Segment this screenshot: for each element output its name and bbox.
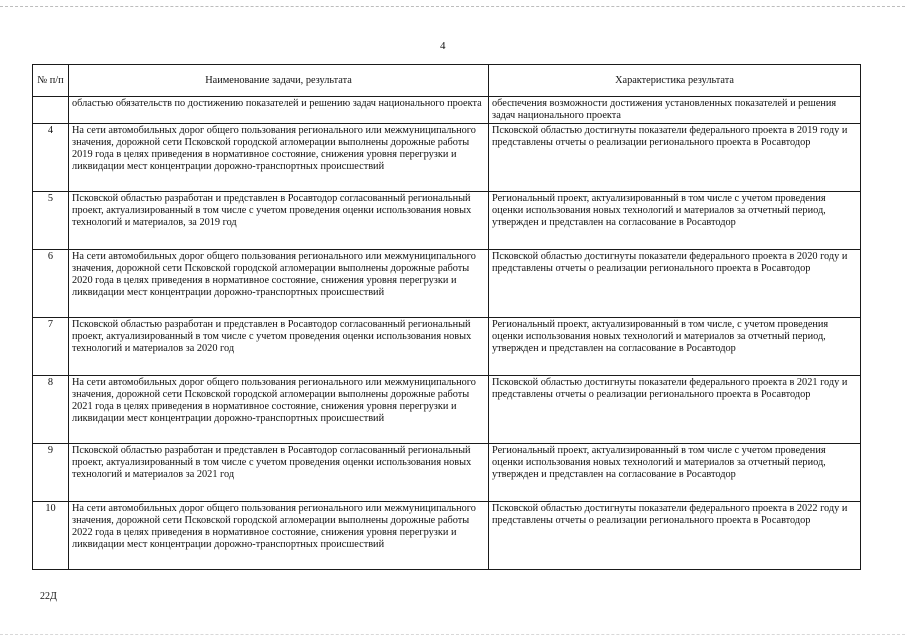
table-row: [33, 192, 861, 250]
row-characteristic: обеспечения возможности достижения установленных показателей и решения задач национального проекта: [489, 97, 861, 124]
row-characteristic: Региональный проект, актуализированный в том числе с учетом проведения оценки использования новых технологий и материалов за отчетный период, утвержден и представлен на согласование в Росавтодор: [489, 192, 861, 250]
row-characteristic: Псковской областью достигнуты показатели федерального проекта в 2021 году и представлены отчеты о реализации регионального проекта в Росавтодор: [489, 376, 861, 444]
row-number: 10: [33, 502, 69, 570]
row-characteristic: Региональный проект, актуализированный в том числе с учетом проведения оценки использования новых технологий и материалов за отчетный период, утвержден и представлен на согласование в Росавтодор: [489, 444, 861, 502]
header-task: Наименование задачи, результата: [69, 65, 489, 97]
row-task: На сети автомобильных дорог общего пользования регионального или межмуниципального значения, дорожной сети Псковской городской агломерации выполнены дорожные работы 2022 года в целях приведения в нормативное состояние, снижения уровня перегрузки и ликвидации мест концентрации дорожно-транспортных происшествий: [69, 502, 489, 570]
document-code: 22Д: [40, 591, 57, 602]
row-task: областью обязательств по достижению показателей и решению задач национального проекта: [69, 97, 489, 124]
row-task: Псковской областью разработан и представлен в Росавтодор согласованный региональный проект, актуализированный в том числе с учетом проведения оценки использования новых технологий и материалов за 2020 год: [69, 318, 489, 376]
table-row: [33, 318, 861, 376]
results-table: [32, 64, 861, 570]
row-characteristic: Региональный проект, актуализированный в том числе, с учетом проведения оценки использования новых технологий и материалов за отчетный период, утвержден и представлен на согласование в Росавтодор: [489, 318, 861, 376]
table-row: [33, 124, 861, 192]
bottom-scan-border: [0, 634, 905, 635]
row-number: 8: [33, 376, 69, 444]
table-row: [33, 97, 861, 124]
row-task: На сети автомобильных дорог общего пользования регионального или межмуниципального значения, дорожной сети Псковской городской агломерации выполнены дорожные работы 2021 года в целях приведения в нормативное состояние, снижения уровня перегрузки и ликвидации мест концентрации дорожно-транспортных происшествий: [69, 376, 489, 444]
row-characteristic: Псковской областью достигнуты показатели федерального проекта в 2022 году и представлены отчеты о реализации регионального проекта в Росавтодор: [489, 502, 861, 570]
row-number: 9: [33, 444, 69, 502]
table-row: [33, 376, 861, 444]
row-number: [33, 97, 69, 124]
table-row: [33, 444, 861, 502]
row-characteristic: Псковской областью достигнуты показатели федерального проекта в 2020 году и представлены отчеты о реализации регионального проекта в Росавтодор: [489, 250, 861, 318]
top-scan-border: [0, 6, 905, 7]
table-header-row: [33, 65, 861, 97]
row-task: Псковской областью разработан и представлен в Росавтодор согласованный региональный проект, актуализированный в том числе с учетом проведения оценки использования новых технологий и материалов, за 2019 год: [69, 192, 489, 250]
header-characteristic: Характеристика результата: [489, 65, 861, 97]
table-row: [33, 502, 861, 570]
page-number: 4: [440, 40, 446, 52]
row-task: На сети автомобильных дорог общего пользования регионального или межмуниципального значения, дорожной сети Псковской городской агломерации выполнены дорожные работы 2019 года в целях приведения в нормативное состояние, снижения уровня перегрузки и ликвидации мест концентрации дорожно-транспортных происшествий: [69, 124, 489, 192]
row-task: Псковской областью разработан и представлен в Росавтодор согласованный региональный проект, актуализированный в том числе с учетом проведения оценки использования новых технологий и материалов за 2021 год: [69, 444, 489, 502]
header-number: № п/п: [33, 65, 69, 97]
row-task: На сети автомобильных дорог общего пользования регионального или межмуниципального значения, дорожной сети Псковской городской агломерации выполнены дорожные работы 2020 года в целях приведения в нормативное состояние, снижения уровня перегрузки и ликвидации мест концентрации дорожно-транспортных происшествий: [69, 250, 489, 318]
row-number: 4: [33, 124, 69, 192]
row-number: 5: [33, 192, 69, 250]
row-characteristic: Псковской областью достигнуты показатели федерального проекта в 2019 году и представлены отчеты о реализации регионального проекта в Росавтодор: [489, 124, 861, 192]
row-number: 7: [33, 318, 69, 376]
row-number: 6: [33, 250, 69, 318]
table-row: [33, 250, 861, 318]
